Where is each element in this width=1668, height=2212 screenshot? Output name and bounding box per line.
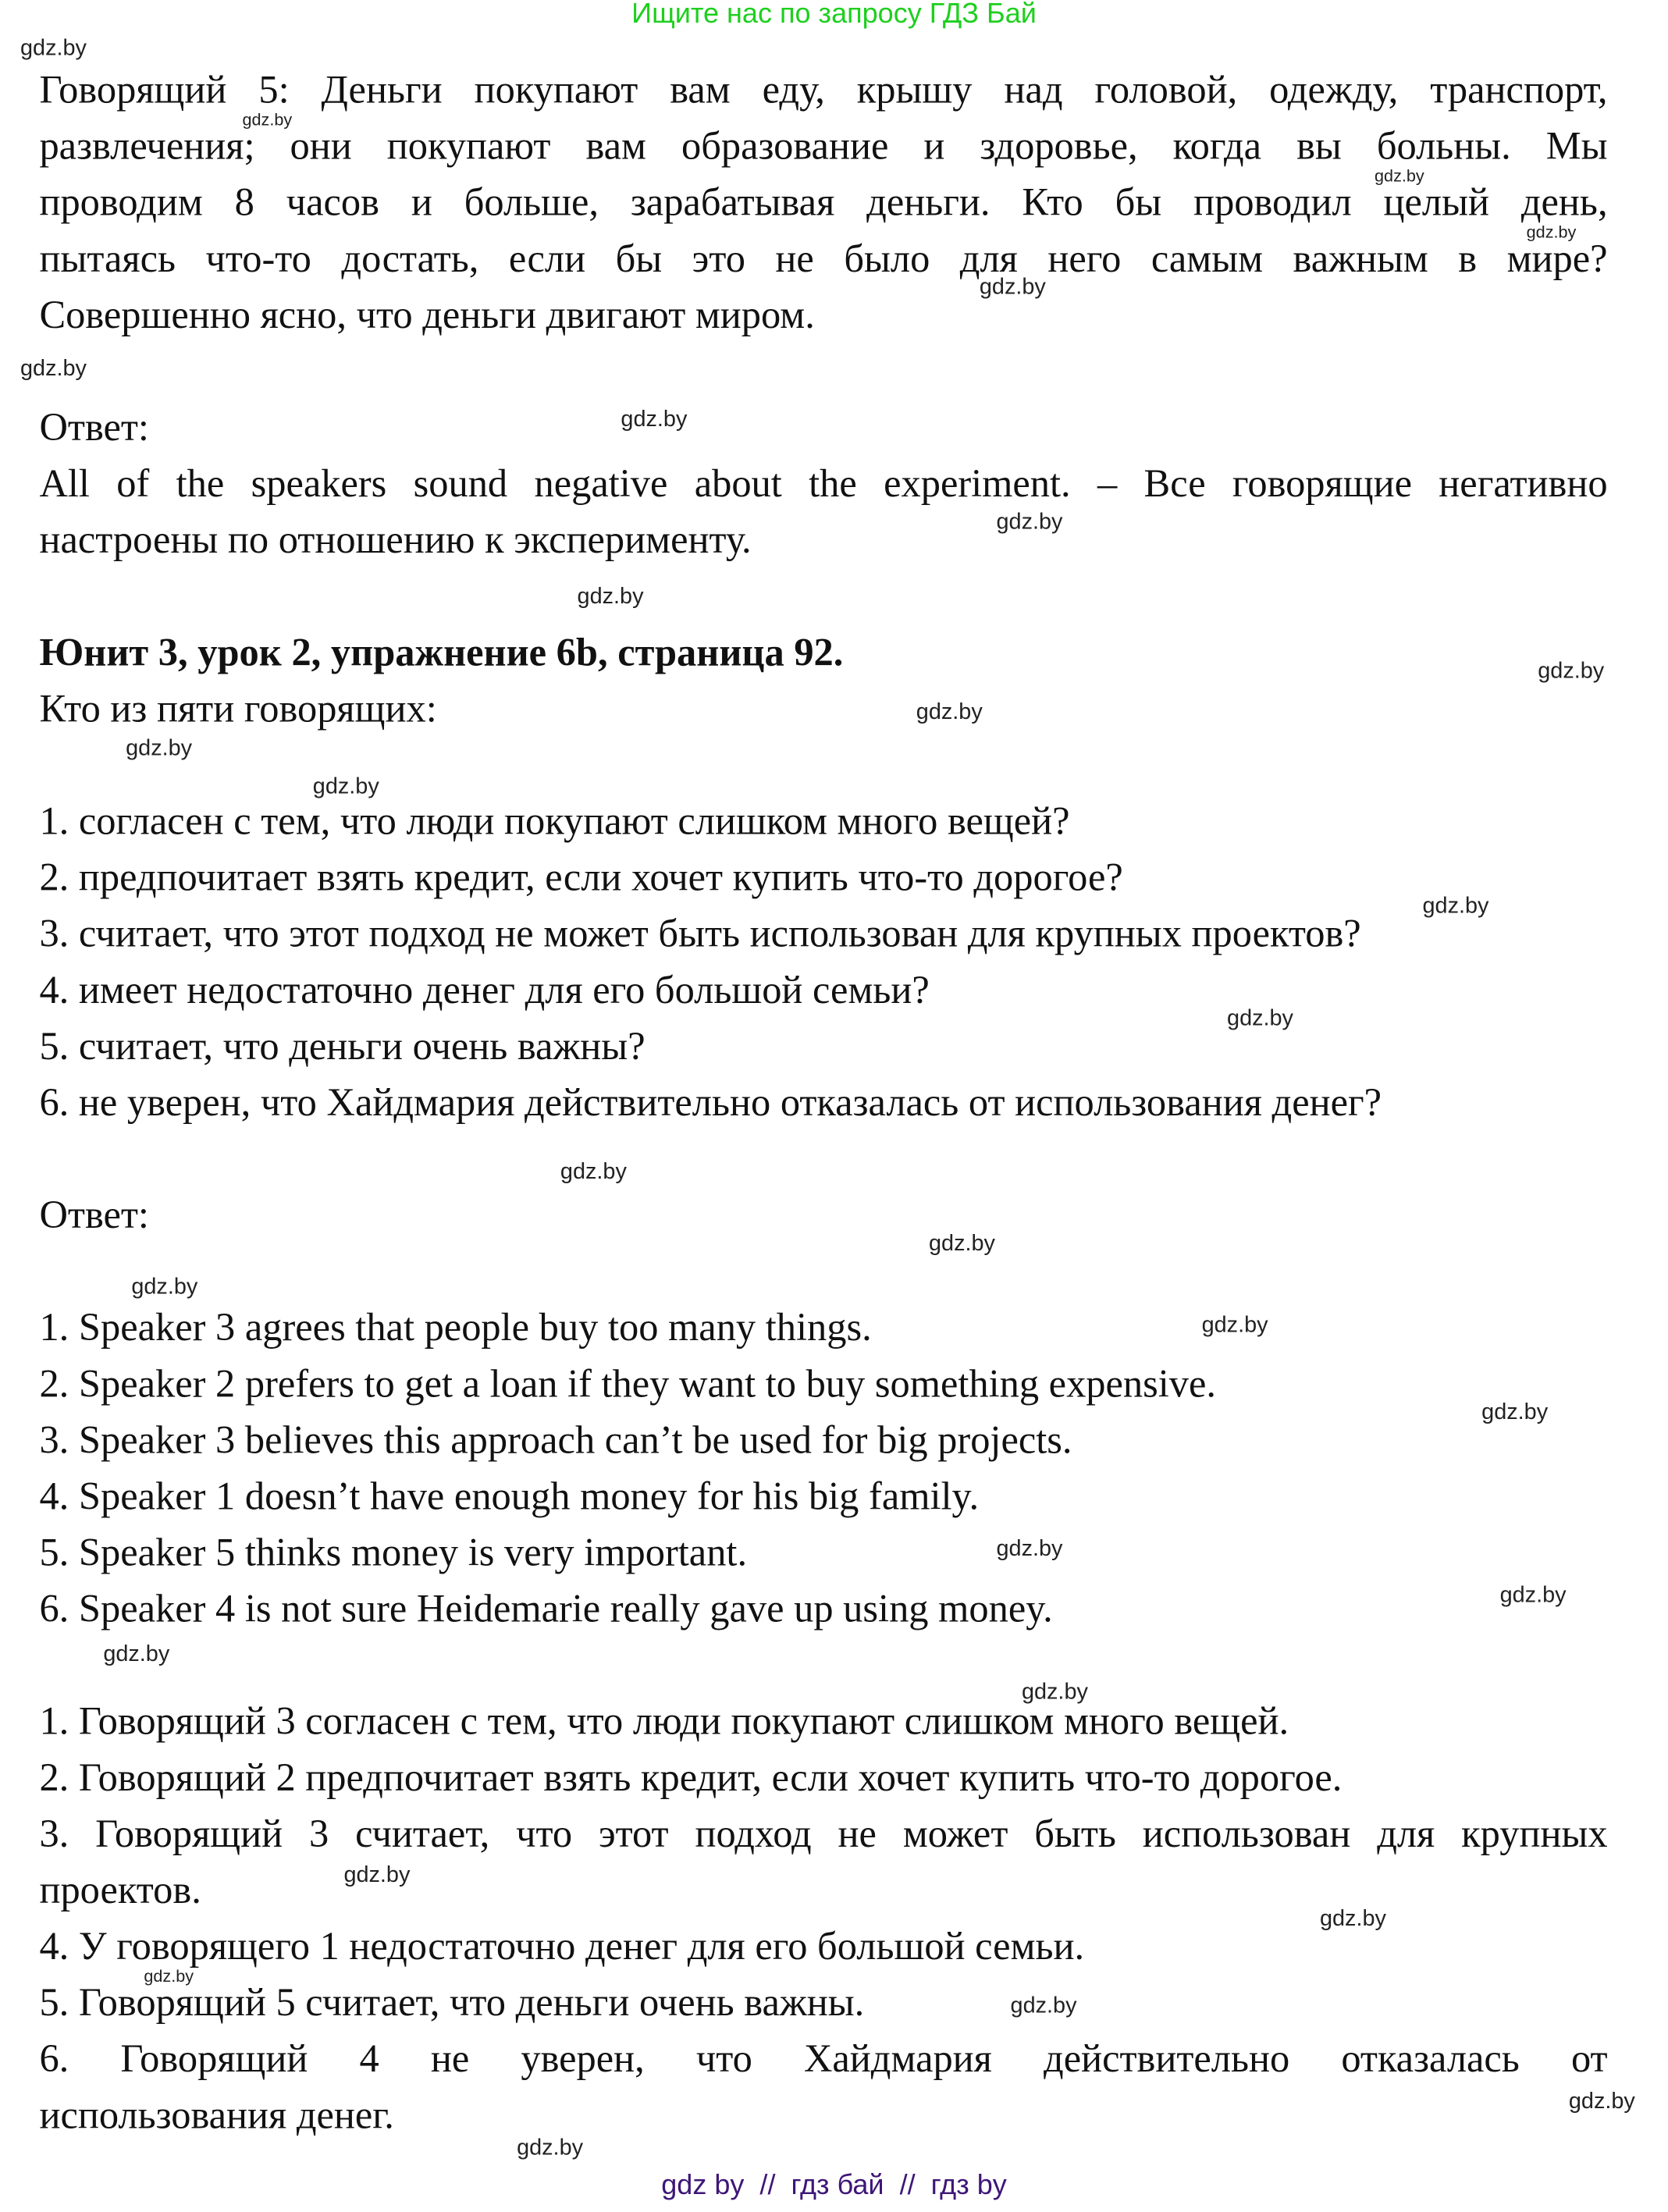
watermark: gdz.by bbox=[1201, 1313, 1268, 1338]
watermark: gdz.by bbox=[131, 1275, 198, 1300]
answer-line: All of the speakers sound negative about the experiment. – Все говорящие негативно bbox=[39, 462, 1608, 507]
speaker5-line: Говорящий 5: Деньги покупают вам еду, крышу над головой, одежду, транспорт, bbox=[39, 69, 1608, 113]
footer-links[interactable]: gdz by // гдз бай // гдз by bbox=[661, 2170, 1007, 2201]
watermark: gdz.by bbox=[1010, 1994, 1077, 2018]
question-item: 6. не уверен, что Хайдмария действительно отказалась от использования денег? bbox=[39, 1081, 1382, 1126]
answer-en-item: 1. Speaker 3 agrees that people buy too many things. bbox=[39, 1306, 872, 1350]
watermark: gdz.by bbox=[20, 36, 87, 61]
answer-ru-item: 5. Говорящий 5 считает, что деньги очень важны. bbox=[39, 1981, 865, 2025]
watermark: gdz.by bbox=[1375, 165, 1424, 186]
watermark: gdz.by bbox=[517, 2136, 584, 2160]
watermark: gdz.by bbox=[126, 737, 193, 761]
answer-ru-item: 2. Говорящий 2 предпочитает взять кредит, если хочет купить что-то дорогое. bbox=[39, 1756, 1343, 1801]
answer-ru-item: проектов. bbox=[39, 1869, 201, 1913]
answer-en-item: 5. Speaker 5 thinks money is very important. bbox=[39, 1531, 748, 1576]
answer-ru-item: 6. Говорящий 4 не уверен, что Хайдмария действительно отказалась от bbox=[39, 2037, 1608, 2082]
answer-en-item: 6. Speaker 4 is not sure Heidemarie really gave up using money. bbox=[39, 1588, 1053, 1632]
speaker5-line: Совершенно ясно, что деньги двигают миром. bbox=[39, 293, 815, 338]
watermark: gdz.by bbox=[996, 510, 1063, 535]
answer-en-item: 3. Speaker 3 believes this approach can’t be used for big projects. bbox=[39, 1419, 1072, 1463]
search-banner: Ищите нас по запросу ГДЗ Бай bbox=[631, 0, 1037, 30]
question-intro: Кто из пяти говорящих: bbox=[39, 688, 437, 731]
watermark: gdz.by bbox=[621, 407, 688, 432]
watermark: gdz.by bbox=[242, 109, 293, 130]
watermark: gdz.by bbox=[1481, 1400, 1549, 1425]
watermark: gdz.by bbox=[929, 1232, 995, 1257]
speaker5-line: пытаясь что-то достать, если бы это не было для него самым важным в мире? bbox=[39, 237, 1608, 282]
exercise-heading: Юнит 3, урок 2, упражнение 6b, страница 92. bbox=[39, 631, 844, 675]
watermark: gdz.by bbox=[1227, 1007, 1293, 1031]
answer-en-item: 4. Speaker 1 doesn’t have enough money for his big family. bbox=[39, 1475, 980, 1520]
question-item: 1. согласен с тем, что люди покупают слишком много вещей? bbox=[39, 800, 1070, 845]
question-item: 5. считает, что деньги очень важны? bbox=[39, 1025, 646, 1069]
speaker5-line: проводим 8 часов и больше, зарабатывая деньги. Кто бы проводил целый день, bbox=[39, 181, 1608, 226]
watermark: gdz.by bbox=[560, 1160, 627, 1185]
watermark: gdz.by bbox=[916, 700, 983, 724]
watermark: gdz.by bbox=[103, 1642, 170, 1667]
watermark: gdz.by bbox=[979, 276, 1046, 300]
answer-ru-item: использования денег. bbox=[39, 2094, 394, 2138]
answer-en-item: 2. Speaker 2 prefers to get a loan if they want to buy something expensive. bbox=[39, 1363, 1217, 1407]
watermark: gdz.by bbox=[1538, 660, 1605, 684]
answer-ru-item: 1. Говорящий 3 согласен с тем, что люди покупают слишком много вещей. bbox=[39, 1700, 1289, 1744]
question-item: 4. имеет недостаточно денег для его большой семьи? bbox=[39, 969, 930, 1013]
watermark: gdz.by bbox=[996, 1537, 1063, 1562]
watermark: gdz.by bbox=[1568, 2089, 1635, 2114]
answer-label: Ответ: bbox=[39, 406, 149, 450]
watermark: gdz.by bbox=[343, 1863, 411, 1888]
question-item: 3. считает, что этот подход не может быть использован для крупных проектов? bbox=[39, 912, 1361, 957]
watermark: gdz.by bbox=[1526, 222, 1577, 242]
speaker5-line: развлечения; они покупают вам образование и здоровье, когда вы больны. Мы bbox=[39, 125, 1608, 169]
watermark: gdz.by bbox=[1422, 894, 1489, 919]
answer-label: Ответ: bbox=[39, 1193, 149, 1238]
watermark: gdz.by bbox=[1021, 1680, 1088, 1705]
question-item: 2. предпочитает взять кредит, если хочет купить что-то дорогое? bbox=[39, 856, 1123, 901]
watermark: gdz.by bbox=[20, 357, 87, 382]
watermark: gdz.by bbox=[1499, 1583, 1567, 1608]
watermark: gdz.by bbox=[312, 774, 379, 799]
answer-ru-item: 4. У говорящего 1 недостаточно денег для его большой семьи. bbox=[39, 1925, 1085, 1969]
answer-ru-item: 3. Говорящий 3 считает, что этот подход не может быть использован для крупных bbox=[39, 1812, 1608, 1857]
watermark: gdz.by bbox=[144, 1966, 194, 1986]
watermark: gdz.by bbox=[577, 585, 644, 610]
watermark: gdz.by bbox=[1319, 1907, 1386, 1932]
answer-line: настроены по отношению к эксперименту. bbox=[39, 518, 752, 563]
